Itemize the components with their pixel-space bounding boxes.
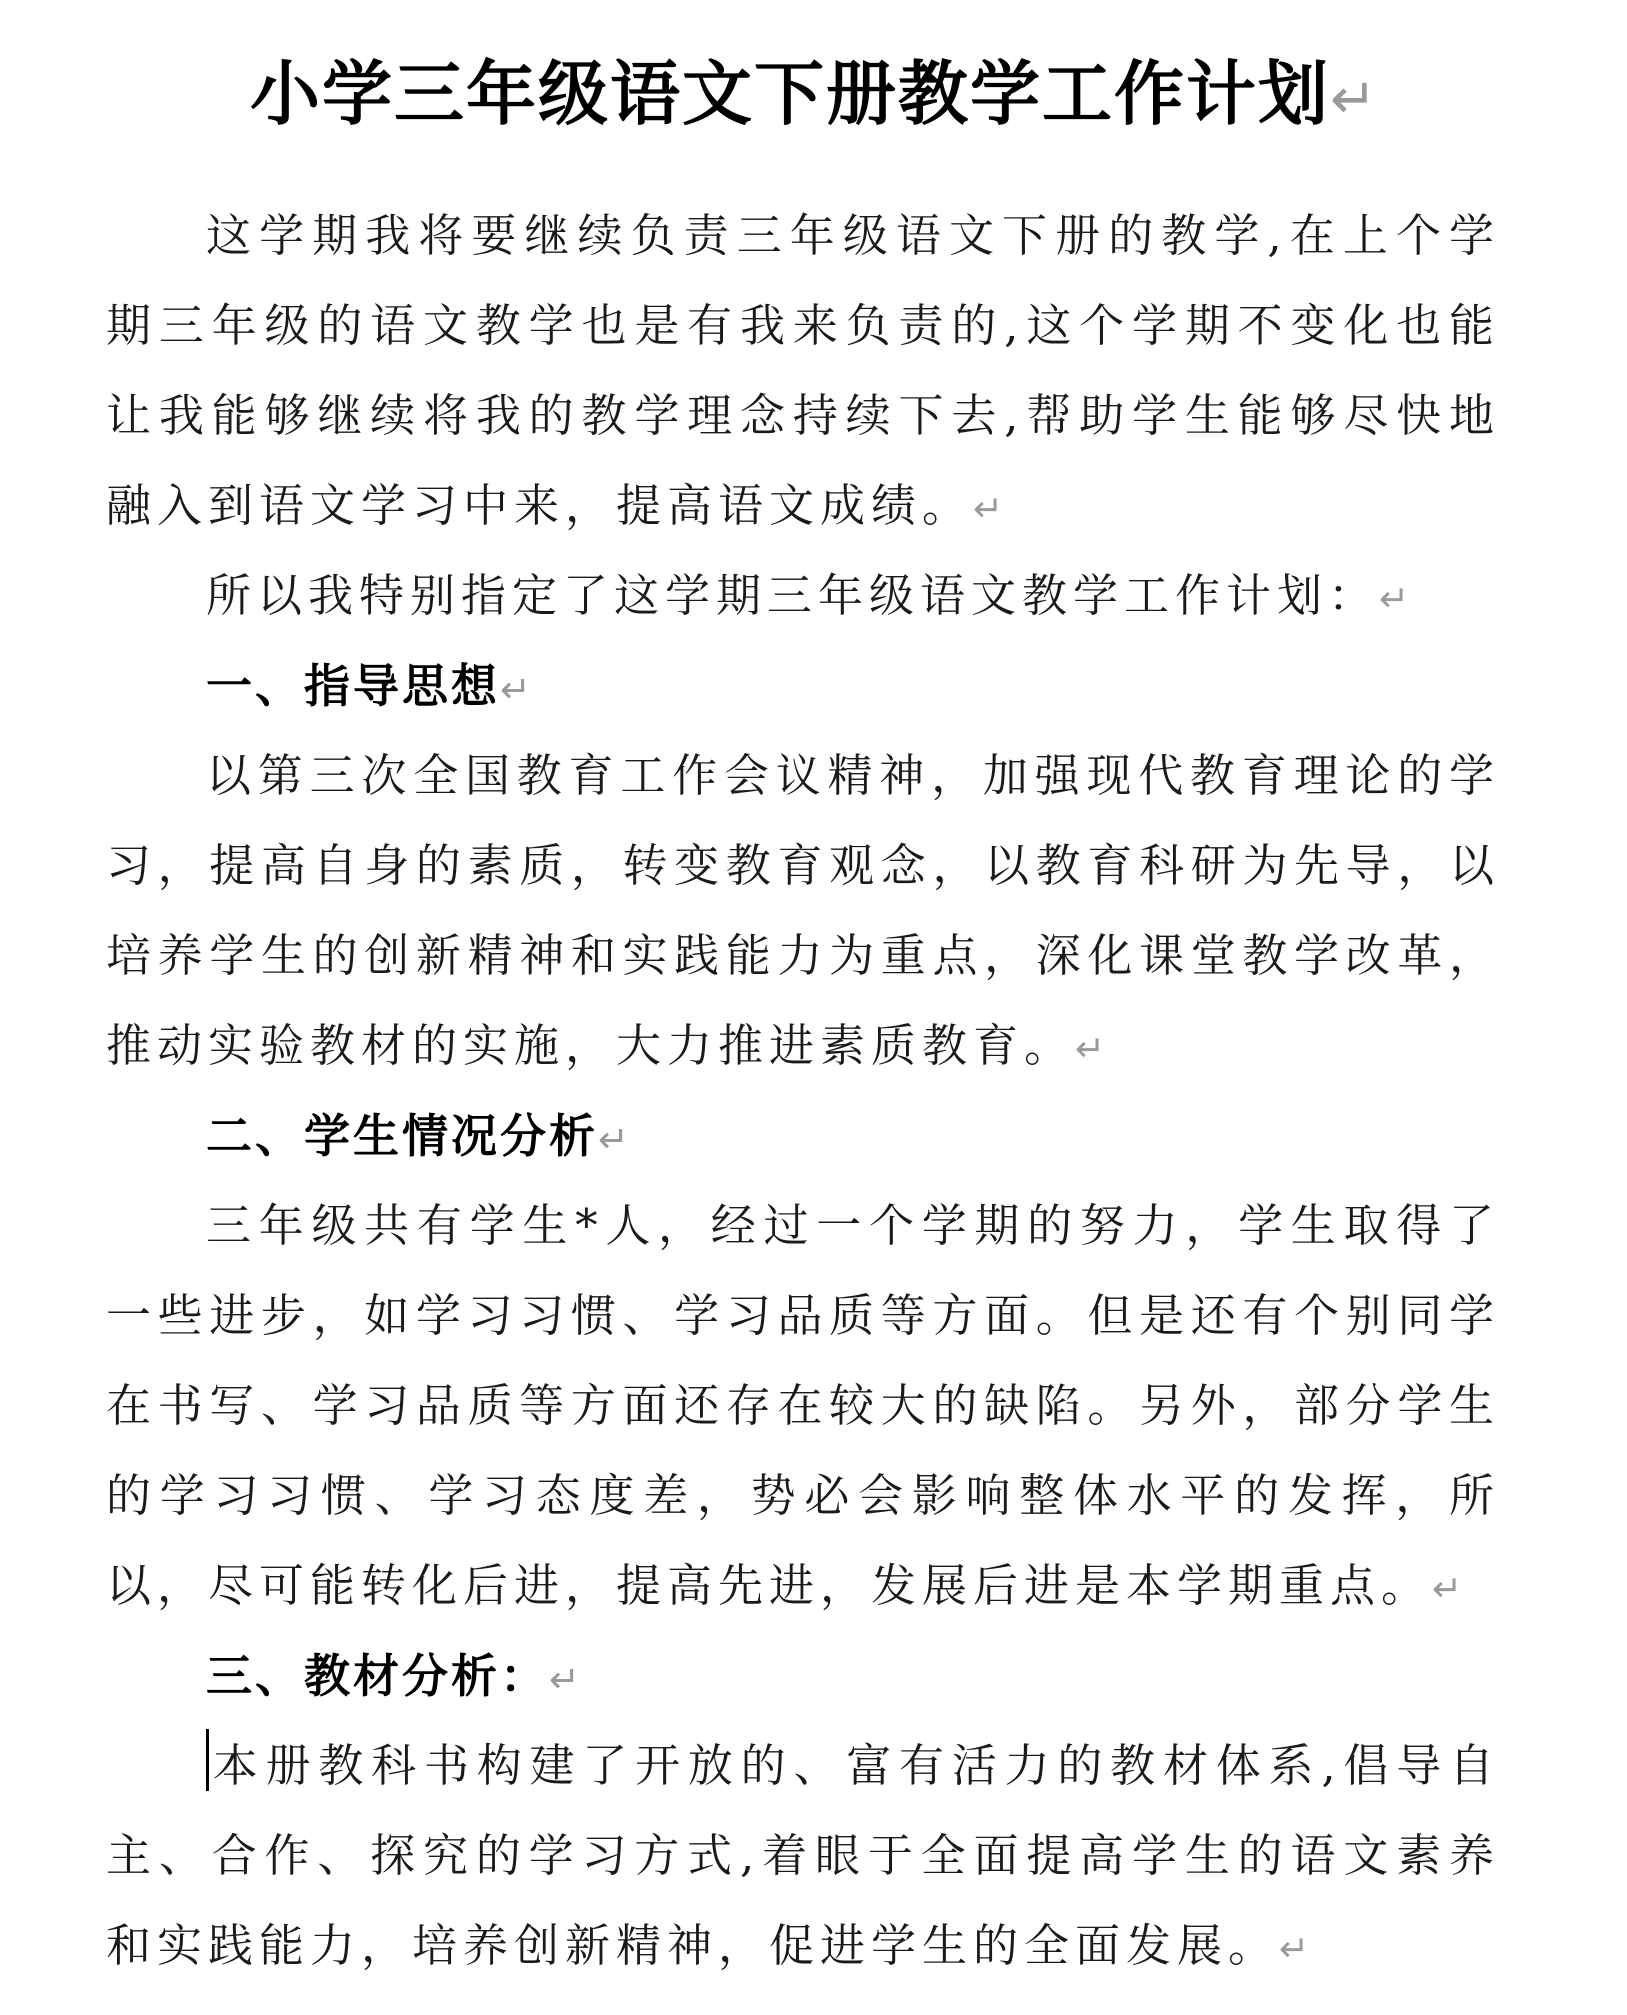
- paragraph-text: 本册教科书构建了开放的、富有活力的教材体系,倡导自主、合作、探究的学习方式,着眼于全面提高学生的语文素养和实践能力，培养创新精神，促进学生的全面发展。: [106, 1739, 1500, 1972]
- paragraph-mark-icon: ↵: [1279, 1929, 1310, 1970]
- paragraph-mark-icon: ↵: [1432, 1569, 1463, 1610]
- paragraph-text: 所以我特别指定了这学期三年级语文教学工作计划：: [206, 569, 1380, 622]
- heading-text: 二、学生情况分析: [206, 1109, 598, 1163]
- section-heading-guiding-ideology: [206, 641, 531, 735]
- paragraph-textbook-analysis[interactable]: [106, 1721, 1500, 1995]
- paragraph-mark-icon: ↵: [549, 1658, 580, 1701]
- paragraph-mark-icon: ↵: [1075, 1029, 1106, 1070]
- paragraph-mark-icon: ↵: [1330, 67, 1377, 132]
- document-title: [0, 44, 1627, 150]
- paragraph-guiding-ideology: [106, 731, 1500, 1095]
- paragraph-plan-intro: [106, 551, 1500, 645]
- paragraph-text: 以第三次全国教育工作会议精神，加强现代教育理论的学习，提高自身的素质，转变教育观念，以教育科研为先导，以培养学生的创新精神和实践能力为重点，深化课堂教学改革，推动实验教材的实施，大力推进素质教育。: [106, 749, 1500, 1072]
- paragraph-mark-icon: ↵: [973, 489, 1004, 530]
- paragraph-mark-icon: ↵: [598, 1118, 629, 1161]
- paragraph-text: 这学期我将要继续负责三年级语文下册的教学,在上个学期三年级的语文教学也是有我来负责的,这个学期不变化也能让我能够继续将我的教学理念持续下去,帮助学生能够尽快地融入到语文学习中来，提高语文成绩。: [106, 209, 1500, 532]
- title-text: 小学三年级语文下册教学工作计划: [250, 52, 1331, 135]
- paragraph-mark-icon: ↵: [1379, 579, 1410, 620]
- section-heading-student-analysis: [206, 1091, 629, 1185]
- section-heading-textbook-analysis: [206, 1631, 580, 1725]
- heading-text: 一、指导思想: [206, 659, 500, 713]
- paragraph-student-analysis: [106, 1181, 1500, 1635]
- paragraph-text: 三年级共有学生*人，经过一个学期的努力，学生取得了一些进步，如学习习惯、学习品质等方面。但是还有个别同学在书写、学习品质等方面还存在较大的缺陷。另外，部分学生的学习习惯、学习态度差，势必会影响整体水平的发挥，所以，尽可能转化后进，提高先进，发展后进是本学期重点。: [106, 1199, 1500, 1612]
- heading-text: 三、教材分析：: [206, 1649, 549, 1703]
- text-cursor: [206, 1729, 209, 1791]
- paragraph-intro: [106, 191, 1500, 555]
- paragraph-mark-icon: ↵: [500, 668, 531, 711]
